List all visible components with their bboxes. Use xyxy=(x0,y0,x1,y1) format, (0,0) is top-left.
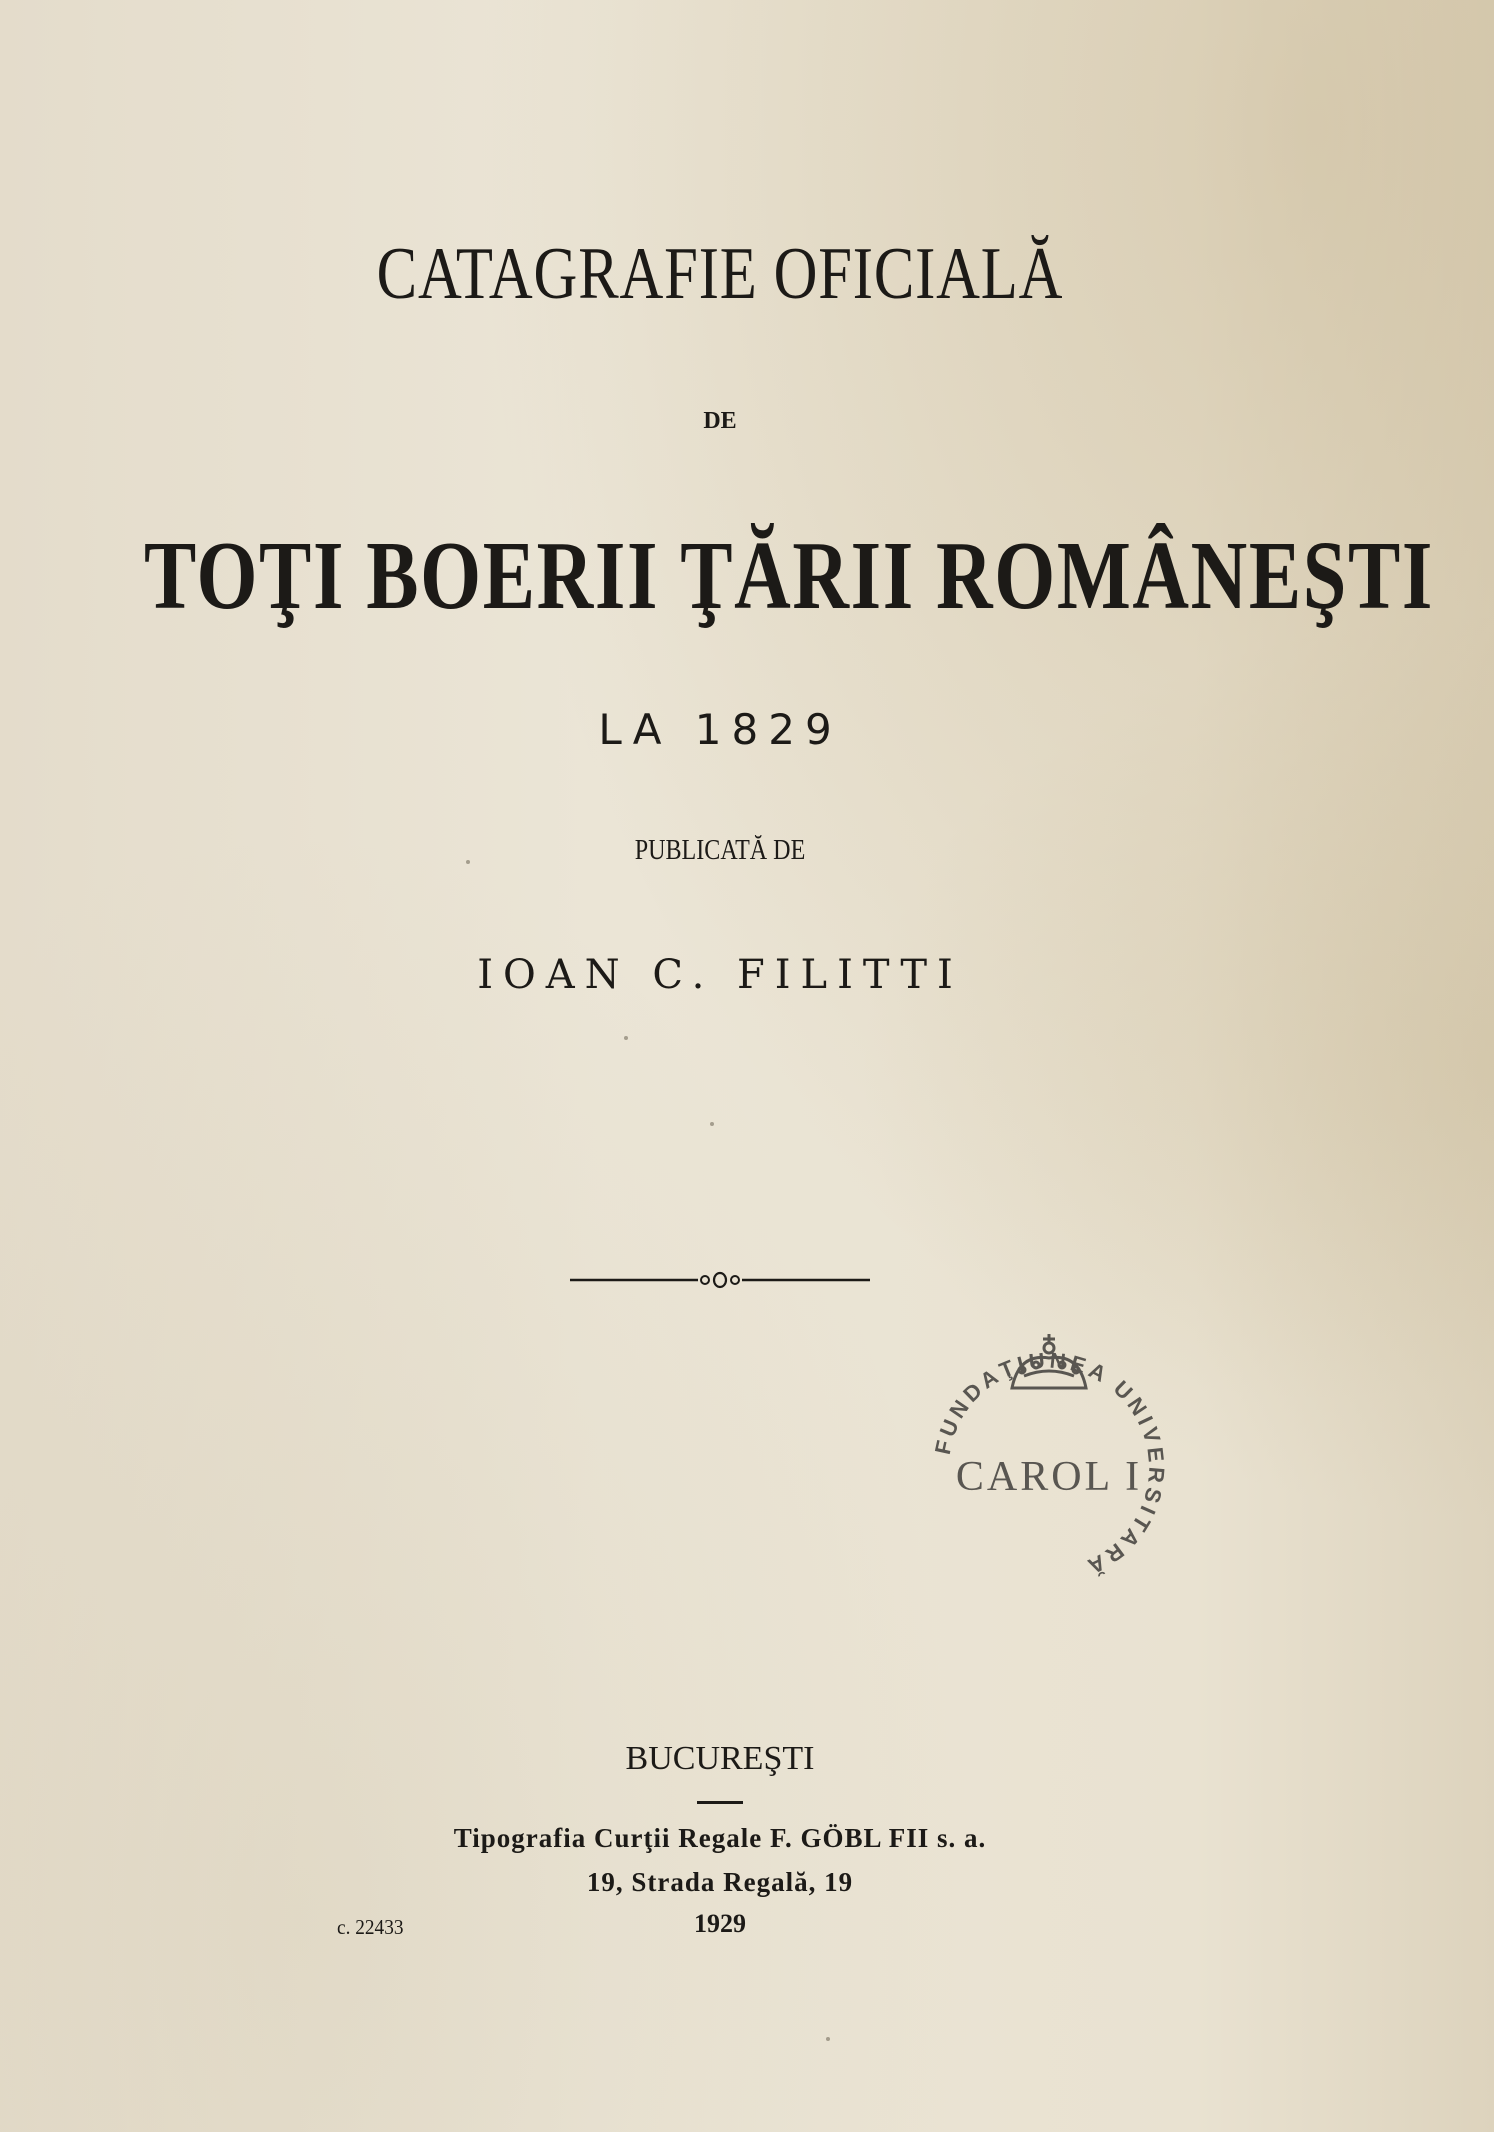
paper-speck xyxy=(624,1036,628,1040)
paper-speck xyxy=(826,2037,830,2041)
year-line: LA 1829 xyxy=(598,705,842,754)
ornamental-divider-icon xyxy=(570,1268,870,1292)
published-by: PUBLICATĂ DE xyxy=(634,835,806,866)
paper-speck xyxy=(710,1122,714,1126)
subject-title: TOŢI BOERII ŢĂRII ROMÂNEŞTI xyxy=(144,522,1434,630)
library-stamp-icon xyxy=(924,1318,1174,1618)
author-name: IOAN C. FILITTI xyxy=(477,952,963,998)
imprint-year: 1929 xyxy=(694,1909,746,1938)
imprint-rule xyxy=(697,1801,743,1804)
title-connector: DE xyxy=(703,408,737,434)
imprint-city: BUCUREŞTI xyxy=(625,1740,815,1777)
stamp-center-text: CAROL I xyxy=(955,1454,1143,1500)
main-title: CATAGRAFIE OFICIALĂ xyxy=(376,233,1064,315)
imprint-address: 19, Strada Regală, 19 xyxy=(586,1867,854,1897)
shelfmark: c. 22433 xyxy=(337,1915,404,1939)
stamp-ring-text: FUNDAŢIUNEA UNIVERSITARĂ xyxy=(929,1347,1170,1581)
paper-speck xyxy=(466,860,470,864)
imprint-printer: Tipografia Curţii Regale F. GÖBL FII s. a. xyxy=(453,1823,987,1853)
